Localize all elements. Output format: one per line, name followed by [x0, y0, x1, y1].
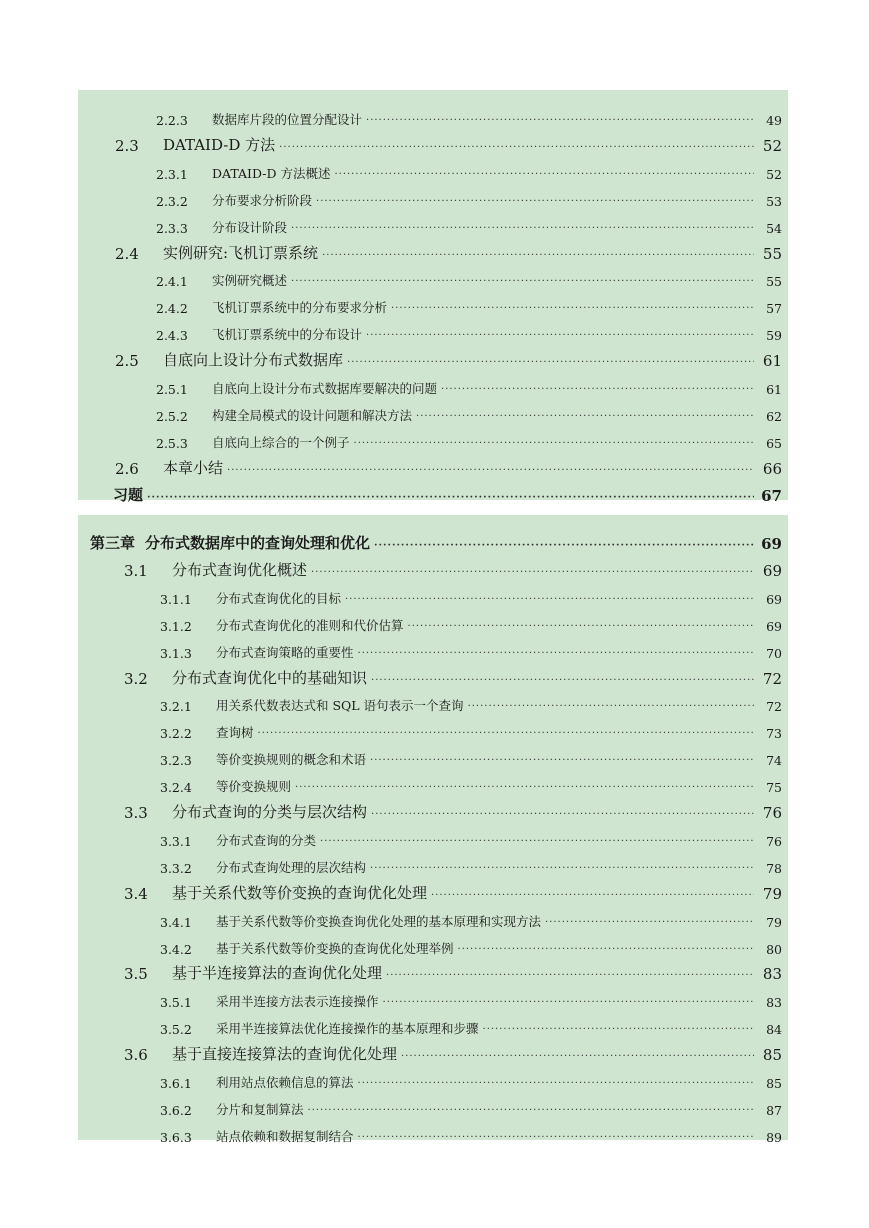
toc-entry[interactable]	[78, 795, 788, 822]
dot-leader	[308, 1104, 754, 1118]
toc-entry-title: 分布要求分析阶段	[212, 192, 313, 208]
toc-entry-number: 3.2.3	[160, 753, 192, 769]
toc-entry-number: 2.3.1	[156, 166, 188, 182]
toc-entry-title: 构建全局模式的设计问题和解决方法	[212, 407, 413, 423]
toc-entry-number: 3.6	[124, 1046, 148, 1065]
toc-entry[interactable]	[78, 209, 788, 236]
toc-entry-title: 分布式查询优化的目标	[216, 590, 342, 606]
toc-entry-title: 利用站点依赖信息的算法	[216, 1075, 354, 1090]
toc-entry-number: 2.4.3	[156, 328, 188, 344]
toc-entry-page-number: 69	[766, 591, 782, 607]
dot-leader	[370, 754, 754, 768]
toc-entry-page-number: 79	[762, 884, 782, 903]
toc-block-chapter-2	[78, 90, 788, 505]
dot-leader	[371, 674, 754, 688]
toc-entry-page-number: 55	[762, 244, 782, 263]
toc-entry[interactable]	[78, 289, 788, 316]
toc-entry-title: 基于半连接算法的查询优化处理	[172, 964, 383, 983]
toc-entry-number: 3.1.1	[160, 591, 192, 607]
toc-entry[interactable]	[78, 370, 788, 397]
toc-entry-number: 3.3	[124, 804, 148, 822]
toc-entry[interactable]	[78, 930, 788, 957]
toc-entry-number: 3.5.1	[160, 995, 192, 1011]
toc-entry-number: 3.6.3	[160, 1129, 192, 1145]
toc-entry-title: DATAID-D 方法	[163, 135, 276, 154]
toc-entry-page-number: 80	[766, 941, 782, 957]
toc-entry-page-number: 54	[766, 220, 782, 236]
dot-leader	[468, 700, 754, 714]
dot-leader	[358, 1077, 754, 1091]
toc-entry-number: 3.4	[124, 884, 148, 903]
dot-leader	[258, 727, 754, 741]
toc-entry-title: 采用半连接算法优化连接操作的基本原理和步骤	[216, 1021, 479, 1037]
dot-leader	[358, 647, 754, 661]
toc-entry-page-number: 61	[762, 352, 782, 371]
toc-entry-page-number: 89	[766, 1129, 782, 1145]
toc-entry[interactable]	[78, 876, 788, 903]
toc-entry-page-number: 65	[766, 435, 782, 451]
dot-leader	[386, 969, 754, 983]
toc-entry-title: 分布式查询优化概述	[172, 560, 308, 579]
toc-entry[interactable]	[78, 155, 788, 182]
toc-entry-page-number: 76	[766, 833, 782, 849]
toc-entry-number: 3.1	[124, 561, 148, 580]
dot-leader	[441, 383, 754, 397]
toc-entry-title: 自底向上综合的一个例子	[212, 434, 350, 450]
toc-entry-page-number: 76	[762, 804, 782, 822]
toc-entry-page-number: 72	[762, 669, 782, 688]
toc-entry-title: 自底向上设计分布式数据库	[163, 351, 344, 370]
toc-entry-number: 3.2.1	[160, 699, 192, 715]
toc-entry-page-number: 62	[766, 408, 782, 424]
dot-leader	[322, 249, 754, 263]
dot-leader	[431, 889, 754, 903]
toc-entry-page-number: 84	[766, 1022, 782, 1038]
toc-entry[interactable]	[78, 424, 788, 451]
toc-entry-title: 实例研究:飞机订票系统	[163, 243, 319, 262]
toc-entry-page-number: 72	[766, 699, 782, 715]
toc-entry-title: 自底向上设计分布式数据库要解决的问题	[212, 381, 438, 396]
toc-entry-number: 2.4.2	[156, 301, 188, 317]
toc-entry-page-number: 61	[766, 382, 782, 397]
toc-entry-page-number: 49	[766, 113, 782, 128]
toc-entry[interactable]	[78, 768, 788, 795]
toc-entry-title: 分布设计阶段	[212, 219, 288, 235]
toc-entry-title: 数据库片段的位置分配设计	[212, 112, 363, 127]
dot-leader	[334, 168, 754, 182]
dot-leader	[347, 356, 754, 370]
toc-entry-title: 分布式查询优化的准则和代价估算	[216, 617, 404, 633]
toc-entry-title: 用关系代数表达式和 SQL 语句表示一个查询	[216, 698, 464, 714]
toc-entry[interactable]	[78, 983, 788, 1010]
toc-entry[interactable]	[78, 478, 788, 505]
dot-leader	[147, 491, 754, 505]
toc-entry-number: 3.5	[124, 965, 148, 984]
dot-leader	[383, 996, 754, 1010]
toc-entry-title: 分片和复制算法	[216, 1101, 304, 1117]
toc-entry[interactable]	[78, 451, 788, 478]
dot-leader	[279, 141, 754, 155]
toc-entry-number: 3.1.2	[160, 618, 192, 634]
toc-entry-page-number: 66	[762, 459, 782, 478]
toc-entry-number: 2.5.2	[156, 408, 188, 424]
toc-entry-page-number: 83	[762, 965, 782, 984]
dot-leader	[371, 808, 754, 822]
toc-entry[interactable]	[78, 956, 788, 983]
dot-leader	[227, 464, 754, 478]
toc-entry-title: 采用半连接方法表示连接操作	[216, 994, 379, 1010]
toc-entry[interactable]	[78, 101, 788, 128]
toc-entry-title: 等价变换规则	[216, 779, 292, 795]
toc-entry-page-number: 85	[766, 1076, 782, 1091]
dot-leader	[370, 862, 754, 876]
toc-entry[interactable]	[78, 822, 788, 849]
toc-entry[interactable]	[78, 526, 788, 553]
toc-entry-title: 飞机订票系统中的分布设计	[212, 327, 363, 343]
toc-entry-page-number: 69	[766, 618, 782, 634]
toc-entry-number: 2.5	[115, 352, 139, 371]
toc-entry-page-number: 83	[766, 995, 782, 1011]
toc-entry[interactable]	[78, 1037, 788, 1064]
toc-entry-page-number: 55	[766, 274, 782, 290]
toc-entry[interactable]	[78, 903, 788, 930]
toc-entry-number: 3.3.2	[160, 860, 192, 876]
dot-leader	[320, 835, 754, 849]
dot-leader	[545, 916, 754, 930]
dot-leader	[366, 329, 754, 343]
toc-entry-page-number: 59	[766, 328, 782, 344]
dot-leader	[458, 943, 754, 957]
toc-entry-number: 3.1.3	[160, 645, 192, 661]
toc-entry-number: 2.4.1	[156, 274, 188, 290]
toc-entry-title: 分布式查询的分类与层次结构	[172, 803, 368, 821]
toc-block-chapter-3	[78, 515, 788, 1145]
dot-leader	[358, 1131, 754, 1145]
toc-entry[interactable]	[78, 182, 788, 209]
toc-entry[interactable]	[78, 580, 788, 607]
toc-entry-title: 基于关系代数等价变换查询优化处理的基本原理和实现方法	[216, 913, 542, 929]
dot-leader	[311, 566, 754, 580]
toc-entry-page-number: 75	[766, 780, 782, 796]
toc-entry-number: 3.2.4	[160, 780, 192, 796]
toc-entry-title: 实例研究概述	[212, 273, 288, 289]
toc-entry-title: 基于关系代数等价变换的查询优化处理	[172, 883, 428, 902]
toc-entry-page-number: 79	[766, 914, 782, 930]
dot-leader	[316, 195, 754, 209]
toc-entry[interactable]	[78, 714, 788, 741]
toc-entry-title: 分布式查询的分类	[216, 832, 317, 848]
toc-entry-title: 等价变换规则的概念和术语	[216, 752, 367, 768]
toc-entry-title: 查询树	[216, 725, 254, 741]
toc-entry-page-number: 85	[762, 1046, 782, 1065]
toc-entry-title: 飞机订票系统中的分布要求分析	[212, 300, 388, 316]
toc-entry-number: 2.3.2	[156, 193, 188, 209]
toc-entry[interactable]	[78, 553, 788, 580]
toc-entry-number: 2.6	[115, 459, 139, 478]
toc-entry-number: 3.4.1	[160, 914, 192, 930]
toc-entry-page-number: 70	[766, 645, 782, 661]
toc-entry[interactable]	[78, 128, 788, 155]
toc-entry[interactable]	[78, 634, 788, 661]
toc-entry[interactable]	[78, 1091, 788, 1118]
toc-entry-number: 2.2.3	[156, 113, 188, 128]
toc-entry-number: 2.5.1	[156, 382, 188, 397]
toc-entry-number: 2.3.3	[156, 220, 188, 236]
dot-leader	[366, 114, 754, 128]
toc-entry-page-number: 73	[766, 726, 782, 742]
toc-entry-title: 分布式数据库中的查询处理和优化	[145, 534, 371, 552]
toc-entry-title: 习题	[113, 485, 144, 504]
toc-entry[interactable]	[78, 1118, 788, 1145]
toc-entry-page-number: 53	[766, 193, 782, 209]
dot-leader	[354, 437, 754, 451]
toc-entry-page-number: 52	[762, 136, 782, 155]
toc-entry-page-number: 52	[766, 166, 782, 182]
toc-entry-title: 分布式查询优化中的基础知识	[172, 668, 368, 687]
dot-leader	[291, 222, 754, 236]
toc-entry-page-number: 69	[761, 535, 782, 553]
toc-entry[interactable]	[78, 316, 788, 343]
toc-entry-number: 3.2	[124, 669, 148, 688]
dot-leader	[345, 593, 754, 607]
dot-leader	[391, 302, 754, 316]
toc-entry-page-number: 67	[761, 486, 782, 505]
toc-entry-page-number: 74	[766, 753, 782, 769]
dot-leader	[416, 410, 754, 424]
dot-leader	[374, 539, 754, 553]
dot-leader	[483, 1023, 754, 1037]
toc-entry[interactable]	[78, 849, 788, 876]
toc-entry[interactable]	[78, 1010, 788, 1037]
toc-entry[interactable]	[78, 1064, 788, 1091]
toc-entry-title: DATAID-D 方法概述	[212, 165, 331, 181]
toc-entry[interactable]	[78, 741, 788, 768]
toc-entry-number: 3.3.1	[160, 833, 192, 849]
toc-entry-title: 本章小结	[163, 458, 224, 477]
toc-entry-number: 2.5.3	[156, 435, 188, 451]
toc-entry-page-number: 69	[762, 561, 782, 580]
toc-entry-number: 2.3	[115, 136, 139, 155]
toc-entry-number: 3.5.2	[160, 1022, 192, 1038]
toc-entry-number: 3.6.2	[160, 1102, 192, 1118]
dot-leader	[295, 781, 754, 795]
toc-entry-number: 3.4.2	[160, 941, 192, 957]
toc-entry[interactable]	[78, 262, 788, 289]
toc-entry[interactable]	[78, 236, 788, 263]
dot-leader	[291, 275, 754, 289]
toc-entry-title: 分布式查询处理的层次结构	[216, 859, 367, 875]
toc-entry-title: 基于直接连接算法的查询优化处理	[172, 1045, 398, 1064]
toc-entry-number: 2.4	[115, 244, 139, 263]
toc-entry-title: 站点依赖和数据复制结合	[216, 1128, 354, 1144]
toc-entry[interactable]	[78, 661, 788, 688]
toc-entry-title: 基于关系代数等价变换的查询优化处理举例	[216, 940, 454, 956]
toc-entry[interactable]	[78, 397, 788, 424]
toc-entry[interactable]	[78, 607, 788, 634]
toc-entry-page-number: 78	[766, 860, 782, 876]
toc-entry-page-number: 57	[766, 301, 782, 317]
toc-entry-title: 分布式查询策略的重要性	[216, 644, 354, 660]
toc-entry-page-number: 87	[766, 1102, 782, 1118]
toc-entry-number: 3.6.1	[160, 1076, 192, 1091]
toc-entry-number: 第三章	[90, 534, 136, 552]
dot-leader	[408, 620, 754, 634]
toc-entry-number: 3.2.2	[160, 726, 192, 742]
dot-leader	[401, 1050, 754, 1064]
toc-entry[interactable]	[78, 687, 788, 714]
toc-entry[interactable]	[78, 343, 788, 370]
